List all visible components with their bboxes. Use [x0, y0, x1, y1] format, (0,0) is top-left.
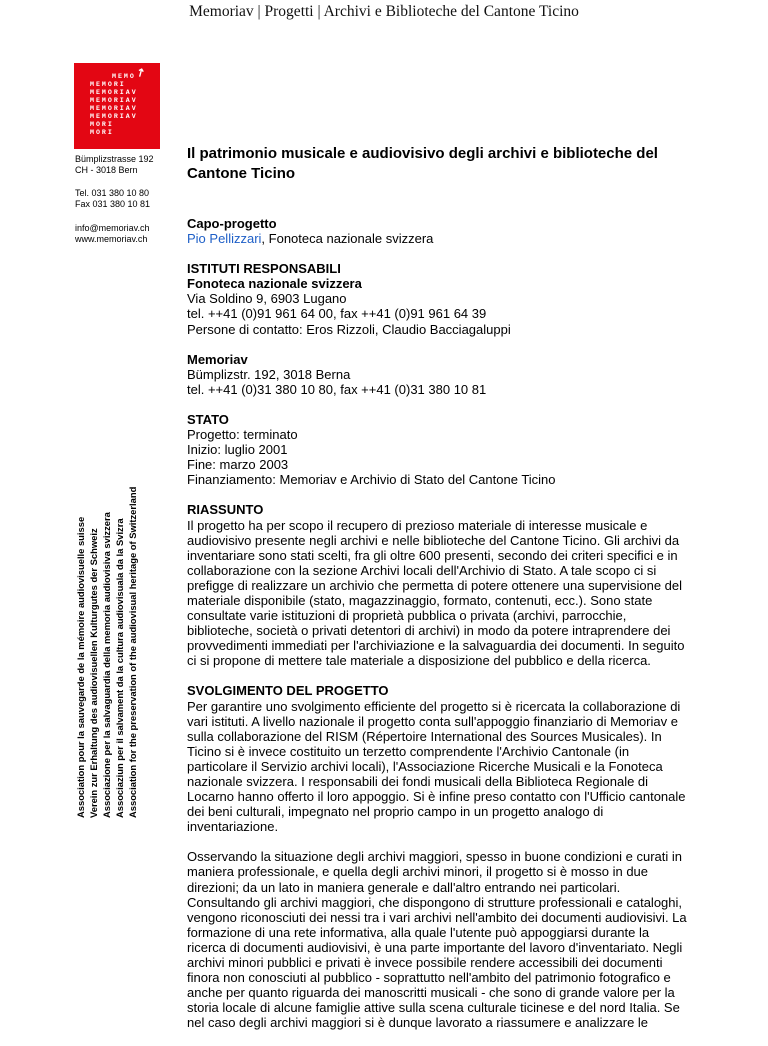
capo-progetto-link[interactable]: Pio Pellizzari — [187, 231, 262, 247]
logo-line: MEMORIAV — [90, 105, 138, 112]
email-link[interactable]: info@memoriav.ch — [75, 223, 150, 233]
logo-arrow-icon: ↗ — [133, 65, 148, 81]
riassunto-text: Il progetto ha per scopo il recupero di prezioso materiale di interesse musicale e audiovisivo presente negli archivi e nelle biblioteche del Cantone Ticino. Gli archivi da inventariare sono stati scelti, fra gli oltre 600 presenti, secondo dei criteri specifici e in collaborazione con la sezione Archivi locali dell'Archivio di Stato. A tale scopo ci si prefigge di realizzare un archivio che permetta di potere ottenere una supervisione del materiale disponibile (stato, magazzinaggio, formato, contenuti, ecc.). Sono state consultate varie istituzioni di proprietà pubblica o privata (archivi, parrocchie, biblioteche, società o privati detentori di archivi) in modo da potere intraprendere dei provvedimenti immediati per l'archiviazione e la salvaguardia dei documenti. In seguito ci si propone di mettere tale materiale a disposizione del pubblico e della ricerca. — [187, 517, 685, 669]
logo-line: MEMORIAV — [90, 113, 138, 120]
fonoteca-tel: tel. ++41 (0)91 961 64 00, fax ++41 (0)91 961 64 39 — [187, 306, 487, 322]
riassunto-section — [187, 502, 687, 668]
motto-en: Association for the preservation of the audiovisual heritage of Switzerland — [127, 486, 138, 818]
logo-line: MORI — [90, 121, 114, 128]
fax-number: Fax 031 380 10 81 — [75, 199, 151, 209]
association-mottos — [74, 488, 139, 818]
website-link[interactable]: www.memoriav.ch — [75, 234, 148, 244]
riassunto-heading: RIASSUNTO — [187, 502, 264, 518]
stato-fine: Fine: marzo 2003 — [187, 457, 289, 473]
memoriav-tel: tel. ++41 (0)31 380 10 80, fax ++41 (0)31 380 10 81 — [187, 381, 487, 397]
capo-progetto-affiliation: , Fonoteca nazionale svizzera — [261, 231, 434, 247]
memoriav-section — [187, 352, 687, 397]
phone-number: Tel. 031 380 10 80 — [75, 188, 150, 198]
logo-line: MEMO — [112, 73, 136, 80]
svolgimento-heading: SVOLGIMENTO DEL PROGETTO — [187, 683, 389, 699]
memoriav-name: Memoriav — [187, 351, 248, 367]
motto-de: Verein zur Erhaltung des audiovisuellen Kulturgutes der Schweiz — [88, 528, 99, 818]
logo-line: MEMORIAV — [90, 89, 138, 96]
address-city: CH - 3018 Bern — [75, 165, 138, 175]
motto-rm: Associaziun per il salvament da la cultura audiovisuala da la Svizra — [114, 518, 125, 818]
logo-line: MEMORI — [90, 81, 126, 88]
svolgimento-paragraph-1: Per garantire uno svolgimento efficiente del progetto si è ricercata la collaborazione di vari istituti. A livello nazionale il progetto conta sull'appoggio finanziario di Memoriav e sulla collaborazione del RISM (Répertoire International des Sources Musicales). In Ticino si è invece costituito un terzetto comprendente l'Archivio Cantonale (in particolare il Servizio archivi locali), l'Associazione Ricerche Musicali e la Fonoteca nazionale svizzera. I responsabili dei fondi musicali della Biblioteca Regionale di Locarno hanno offerto il loro appoggio. Si è infine preso contatto con l'Ufficio cantonale dei beni culturali, impegnato nel proprio campo in un progetto analogo di inventariazione. — [187, 698, 686, 835]
svolgimento-paragraph-2: Osservando la situazione degli archivi maggiori, spesso in buone condizioni e curati in maniera professionale, e quella degli archivi minori, il progetto si è mosso in due direzioni; da un lato in maniera generale e dall'altro entrando nei particolari. Consultando gli archivi maggiori, che dispongono di strutture professionali e cataloghi, vengono riconosciuti dei nessi tra i vari archivi nell'ambito dei documenti audiovisivi. La formazione di una rete informativa, alla quale l'utente può appoggiarsi durante la ricerca di documenti audiovisivi, è una parte importante del lavoro d'inventariato. Negli archivi minori pubblici e privati è invece possibile rendere accessibili dei documenti finora non conosciuti al pubblico - soprattutto nell'ambito del patrimonio fotografico e anche per quanto riguarda dei manoscritti musicali - che sono di grande valore per la storia locale di alcune famiglie attive sulla scena culturale ticinese e del nord Italia. Se nel caso degli archivi maggiori si è dunque lavorato a riassumere e analizzare le — [187, 849, 687, 1031]
istituti-section — [187, 261, 687, 336]
svolgimento-section — [187, 683, 687, 1030]
memoriav-address: Bümplizstr. 192, 3018 Berna — [187, 366, 351, 382]
logo-line: MORI — [90, 129, 114, 136]
phone-block — [75, 188, 150, 210]
stato-finanziamento: Finanziamento: Memoriav e Archivio di Stato del Cantone Ticino — [187, 472, 556, 488]
stato-inizio: Inizio: luglio 2001 — [187, 442, 288, 458]
address-block — [75, 154, 154, 176]
fonoteca-address: Via Soldino 9, 6903 Lugano — [187, 291, 347, 307]
capo-progetto-section — [187, 216, 687, 246]
logo-line: MEMORIAV — [90, 97, 138, 104]
address-street: Bümplizstrasse 192 — [75, 154, 154, 164]
contact-block — [75, 223, 150, 245]
logo-wordmark — [90, 73, 138, 137]
stato-heading: STATO — [187, 411, 229, 427]
fonoteca-contacts: Persone di contatto: Eros Rizzoli, Claudio Bacciagaluppi — [187, 321, 511, 337]
motto-it: Associazione per la salvaguardia della memoria audiovisiva svizzera — [101, 512, 112, 818]
page-header: Memoriav | Progetti | Archivi e Biblioteche del Cantone Ticino — [189, 3, 579, 20]
stato-section — [187, 412, 687, 487]
istituti-heading: ISTITUTI RESPONSABILI — [187, 261, 341, 277]
memoriav-logo — [74, 63, 160, 149]
motto-fr: Association pour la sauvegarde de la mémoire audiovisuelle suisse — [75, 516, 86, 818]
capo-progetto-label: Capo-progetto — [187, 216, 277, 231]
main-content — [187, 144, 687, 1046]
fonoteca-name: Fonoteca nazionale svizzera — [187, 276, 362, 292]
stato-progetto: Progetto: terminato — [187, 427, 298, 443]
page-title: Il patrimonio musicale e audiovisivo degli archivi e biblioteche del Cantone Ticino — [187, 145, 658, 182]
